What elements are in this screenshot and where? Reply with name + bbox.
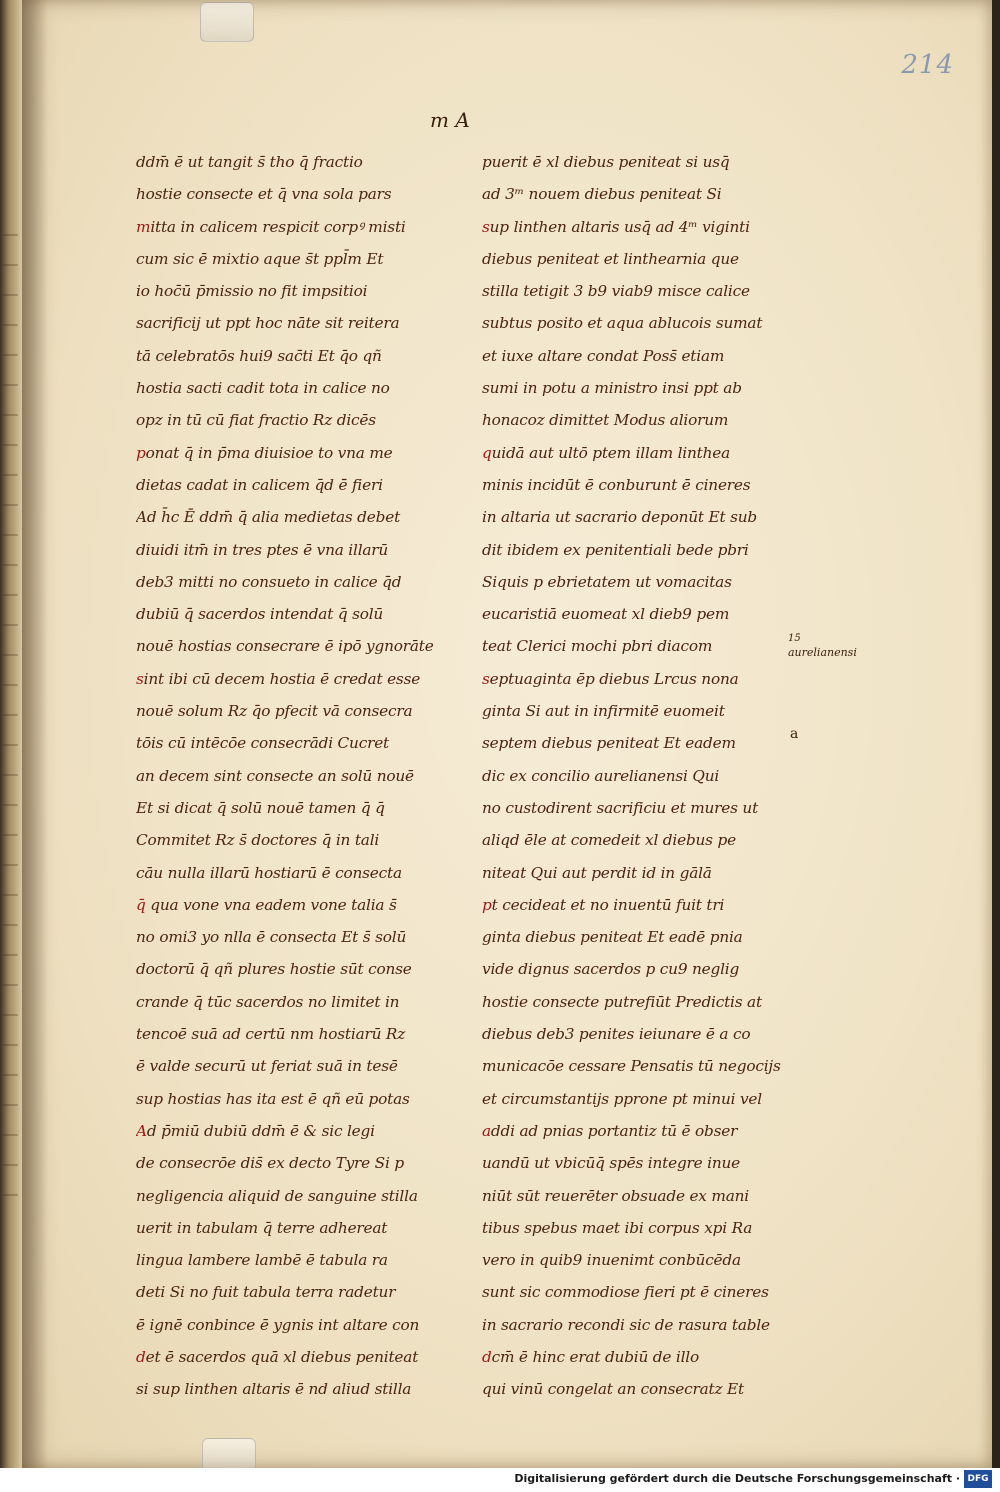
margin-annotation-text: aurelianensi	[788, 646, 857, 659]
text-line: cāu nulla illarū hostiarū ē consecta	[136, 863, 402, 882]
text-line: tibus spebus maet ibi corpus xpi Ra	[482, 1218, 753, 1237]
text-line: sunt sic commodiose fieri pt ē cineres	[482, 1283, 769, 1302]
page-clip-top	[200, 2, 254, 42]
text-line: no omi3 yo nlla ē consecta Et s̄ solū	[136, 928, 407, 947]
text-line: det ē sacerdos quā xl diebus peniteat	[136, 1347, 419, 1366]
text-line: septuaginta ēp diebus Lrcus nona	[482, 669, 739, 688]
text-line: nouē hostias consecrare ē ipō ygnorāte	[136, 637, 434, 656]
text-line: vide dignus sacerdos p cu9 neglig	[482, 960, 740, 979]
text-line: dcm̄ ē hinc erat dubiū de illo	[482, 1347, 700, 1366]
text-line: aliqd ēle at comedeit xl diebus pe	[482, 831, 736, 850]
text-line: deti Si no fuit tabula terra radetur	[136, 1283, 396, 1302]
text-line: dubiū q̄ sacerdos intendat q̄ solū	[136, 605, 384, 624]
text-line: sup linthen altaris usq̄ ad 4ᵐ viginti	[482, 217, 750, 236]
dfg-logo: DFG	[964, 1470, 992, 1488]
facing-page-text	[2, 220, 18, 1220]
running-header: m A	[430, 108, 470, 132]
right-text-column	[482, 146, 794, 1406]
text-line: uandū ut vbicūq̄ spēs integre inue	[482, 1154, 741, 1173]
footer-credit: Digitalisierung gefördert durch die Deutsche Forschungsgemeinschaft ·	[514, 1472, 960, 1485]
left-text-column	[136, 146, 456, 1406]
text-line: cum sic ē mixtio aque s̄t ppl̄m Et	[136, 249, 384, 268]
text-line: negligencia aliquid de sanguine stilla	[136, 1186, 418, 1205]
text-line: ē valde securū ut feriat suā in tesē	[136, 1057, 398, 1076]
text-line: sumi in potu a ministro insi ppt ab	[482, 379, 742, 398]
margin-annotation	[788, 632, 857, 660]
text-line: an decem sint consecte an solū nouē	[136, 766, 414, 785]
margin-annotation-number: 15	[788, 633, 801, 644]
text-line: mitta in calicem respicit corpꝰ misti	[136, 217, 406, 236]
text-line: deb3 mitti no consueto in calice q̄d	[136, 572, 402, 591]
text-line: lingua lambere lambē ē tabula ra	[136, 1251, 388, 1270]
text-line: dit ibidem ex penitentiali bede pbri	[482, 540, 749, 559]
text-line: opz in tū cū fiat fractio Rz dicēs	[136, 411, 376, 430]
text-line: Et si dicat q̄ solū nouē tamen q̄ q̄	[136, 798, 385, 817]
text-line: uerit in tabulam q̄ terre adhereat	[136, 1218, 388, 1237]
text-line: qui vinū congelat an consecratz Et	[482, 1380, 744, 1399]
text-line: et circumstantijs pprone pt minui vel	[482, 1089, 762, 1108]
text-line: Ad p̄miū dubiū ddm̄ ē & sic legi	[136, 1121, 375, 1140]
text-line: vero in quib9 inuenimt conbūcēda	[482, 1251, 741, 1270]
text-line: Ad h̄c Ē ddm̄ q̄ alia medietas debet	[136, 508, 401, 527]
text-line: doctorū q̄ qñ plures hostie sūt conse	[136, 960, 412, 979]
text-line: Siquis p ebrietatem ut vomacitas	[482, 572, 732, 591]
text-line: crande q̄ tūc sacerdos no limitet in	[136, 992, 400, 1011]
text-line: eucaristiā euomeat xl dieb9 pem	[482, 605, 730, 624]
text-line: et iuxe altare condat Poss̄ etiam	[482, 346, 725, 365]
text-line: diebus peniteat et linthearnia que	[482, 249, 739, 268]
text-line: ddm̄ ē ut tangit s̄ tho q̄ fractio	[136, 153, 363, 171]
text-line: municacōe cessare Pensatis tū negocijs	[482, 1057, 781, 1076]
text-line: in sacrario recondi sic de rasura table	[482, 1315, 770, 1334]
text-line: no custodirent sacrificiu et mures ut	[482, 798, 759, 817]
text-line: ginta Si aut in infirmitē euomeit	[482, 702, 725, 721]
text-line: pt cecideat et no inuentū fuit tri	[482, 895, 725, 914]
text-line: de consecrōe dis̄ ex decto Tyre Si p	[136, 1154, 404, 1173]
text-line: tōis cū intēcōe consecrādi Cucret	[136, 734, 389, 753]
text-line: ginta diebus peniteat Et eadē pnia	[482, 928, 743, 947]
text-line: septem diebus peniteat Et eadem	[482, 734, 736, 753]
text-line: puerit ē xl diebus peniteat si usq̄	[482, 153, 730, 171]
text-line: subtus posito et aqua ablucois sumat	[482, 314, 763, 333]
text-line: tencoē suā ad certū nm hostiarū Rz	[136, 1025, 406, 1044]
text-line: dic ex concilio aurelianensi Qui	[482, 766, 720, 785]
text-line: quidā aut ultō ptem illam linthea	[482, 443, 730, 462]
text-line: io hoc̄ū p̄missio no fit impsitioi	[136, 282, 368, 301]
text-line: addi ad pnias portantiz tū ē obser	[482, 1121, 738, 1140]
text-line: niūt sūt reuerēter obsuade ex mani	[482, 1186, 749, 1205]
text-line: si sup linthen altaris ē nd aliud stilla	[136, 1380, 412, 1399]
text-line: diebus deb3 penites ieiunare ē a co	[482, 1025, 751, 1044]
margin-mark: a	[790, 726, 799, 742]
text-line: q̄ qua vone vna eadem vone talia s̄	[136, 895, 397, 914]
text-line: minis incidūt ē conburunt ē cineres	[482, 475, 751, 494]
text-line: hostia sacti cadit tota in calice no	[136, 379, 390, 398]
text-line: hostie consecte putrefiūt Predictis at	[482, 992, 762, 1011]
text-line: ē ignē conbince ē ygnis int altare con	[136, 1315, 420, 1334]
text-line: Commitet Rz s̄ doctores q̄ in tali	[136, 831, 380, 850]
folio-number: 214	[901, 50, 954, 80]
text-line: teat Clerici mochi pbri diacom	[482, 637, 713, 656]
text-line: stilla tetigit 3 b9 viab9 misce calice	[482, 282, 750, 301]
text-line: tā celebratōs hui9 sac̄ti Et q̄o qñ	[136, 346, 382, 365]
text-line: sint ibi cū decem hostia ē credat esse	[136, 669, 421, 688]
text-line: ad 3ᵐ nouem diebus peniteat Si	[482, 185, 722, 204]
text-line: niteat Qui aut perdit id in gālā	[482, 863, 712, 882]
text-line: ponat q̄ in p̄ma diuisioe to vna me	[136, 443, 393, 462]
text-line: hostie consecte et q̄ vna sola pars	[136, 185, 392, 204]
text-line: dietas cadat in calicem q̄d ē̄ fieri	[136, 475, 383, 494]
facing-page-edge	[0, 0, 22, 1468]
text-line: sup hostias has ita est ē qñ eū potas	[136, 1089, 410, 1108]
text-line: sacrificij ut ppt hoc nāte sit reitera	[136, 314, 400, 333]
text-line: diuidi itm̄ in tres ptes ē vna illarū	[136, 540, 389, 559]
text-line: in altaria ut sacrario deponūt Et sub	[482, 508, 758, 527]
text-line: honacoz dimittet Modus aliorum	[482, 411, 729, 430]
text-line: nouē solum Rz q̄o pfecit vā consecra	[136, 702, 413, 721]
binding-gutter	[22, 0, 48, 1468]
